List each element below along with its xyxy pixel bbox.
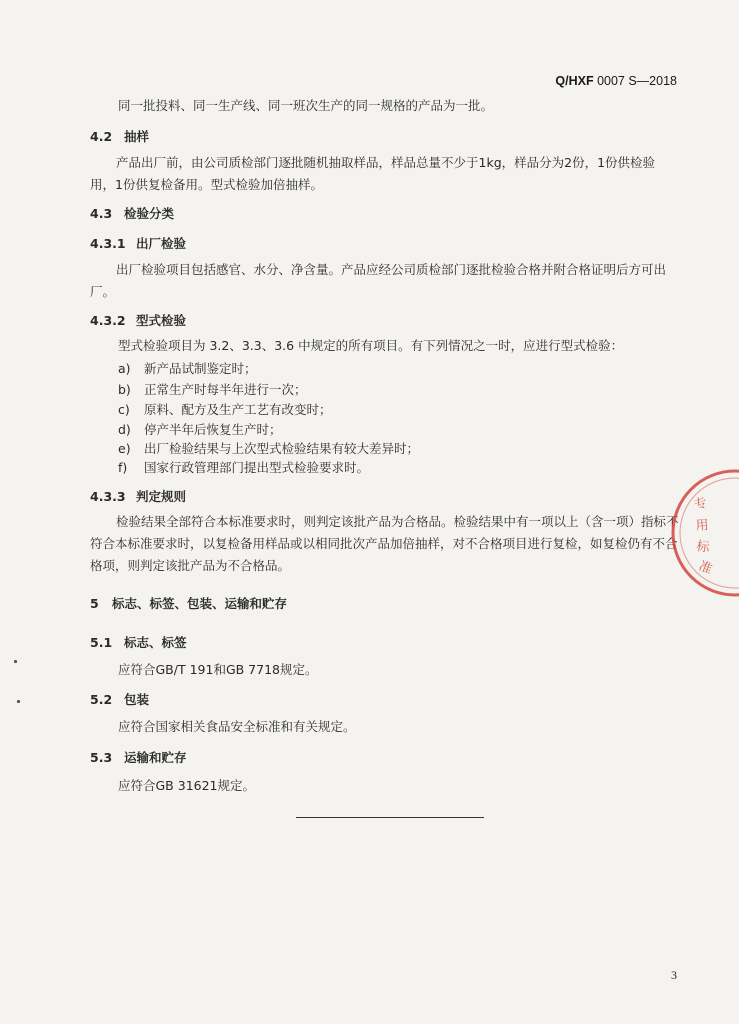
section-4-3-2-text: 型式检验项目为 3.2、3.3、3.6 中规定的所有项目。有下列情况之一时，应进行型式检验： — [118, 338, 624, 353]
svg-text:标: 标 — [695, 539, 711, 556]
list-item: c) 原料、配方及生产工艺有改变时； — [118, 402, 332, 417]
scan-speck — [14, 660, 17, 663]
seal-stamp — [660, 458, 739, 608]
section-5-heading: 5 标志、标签、包装、运输和贮存 — [90, 596, 288, 611]
list-item: f) 国家行政管理部门提出型式检验要求时。 — [118, 460, 370, 475]
section-4-3-heading: 4.3 检验分类 — [90, 206, 175, 221]
section-5-3-heading: 5.3 运输和贮存 — [90, 750, 187, 765]
list-item: b) 正常生产时每半年进行一次； — [118, 382, 307, 397]
section-4-3-1-text: 出厂检验项目包括感官、水分、净含量。产品应经公司质检部门逐批检验合格并附合格证明后方可出厂。 — [90, 262, 667, 299]
list-item: e) 出厂检验结果与上次型式检验结果有较大差异时； — [118, 441, 420, 456]
section-4-2-heading: 4.2 抽样 — [90, 129, 150, 144]
svg-text:专: 专 — [692, 495, 710, 514]
svg-text:准: 准 — [696, 558, 715, 578]
section-4-2-text: 产品出厂前，由公司质检部门逐批随机抽取样品，样品总量不少于1kg，样品分为2份，1份供检验用，1份供复检备用。型式检验加倍抽样。 — [90, 155, 656, 192]
section-4-3-2-heading: 4.3.2 型式检验 — [90, 313, 187, 328]
list-item: a) 新产品试制鉴定时； — [118, 361, 257, 376]
section-5-1-heading: 5.1 标志、标签 — [90, 635, 187, 650]
end-rule — [296, 817, 484, 818]
standard-code: Q/HXF 0007 S—2018 — [555, 74, 677, 88]
section-4-3-3-heading: 4.3.3 判定规则 — [90, 489, 187, 504]
batch-definition-text: 同一批投料、同一生产线、同一班次生产的同一规格的产品为一批。 — [118, 98, 494, 113]
section-5-2-text: 应符合国家相关食品安全标准和有关规定。 — [118, 719, 356, 734]
section-4-3-1-heading: 4.3.1 出厂检验 — [90, 236, 187, 251]
scan-speck — [17, 700, 20, 703]
page-number: 3 — [671, 968, 677, 982]
section-5-1-text: 应符合GB/T 191和GB 7718规定。 — [118, 662, 318, 677]
section-4-3-3-text: 检验结果全部符合本标准要求时，则判定该批产品为合格品。检验结果中有一项以上（含一项）指标不符合本标准要求时，以复检备用样品或以相同批次产品加倍抽样，对不合格项目进行复检，如复检仍有不合格项，则判定该批产品为不合格品。 — [90, 514, 679, 573]
svg-text:用: 用 — [695, 517, 710, 534]
section-5-2-heading: 5.2 包装 — [90, 692, 150, 707]
section-5-3-text: 应符合GB 31621规定。 — [118, 778, 255, 793]
list-item: d) 停产半年后恢复生产时； — [118, 422, 282, 437]
